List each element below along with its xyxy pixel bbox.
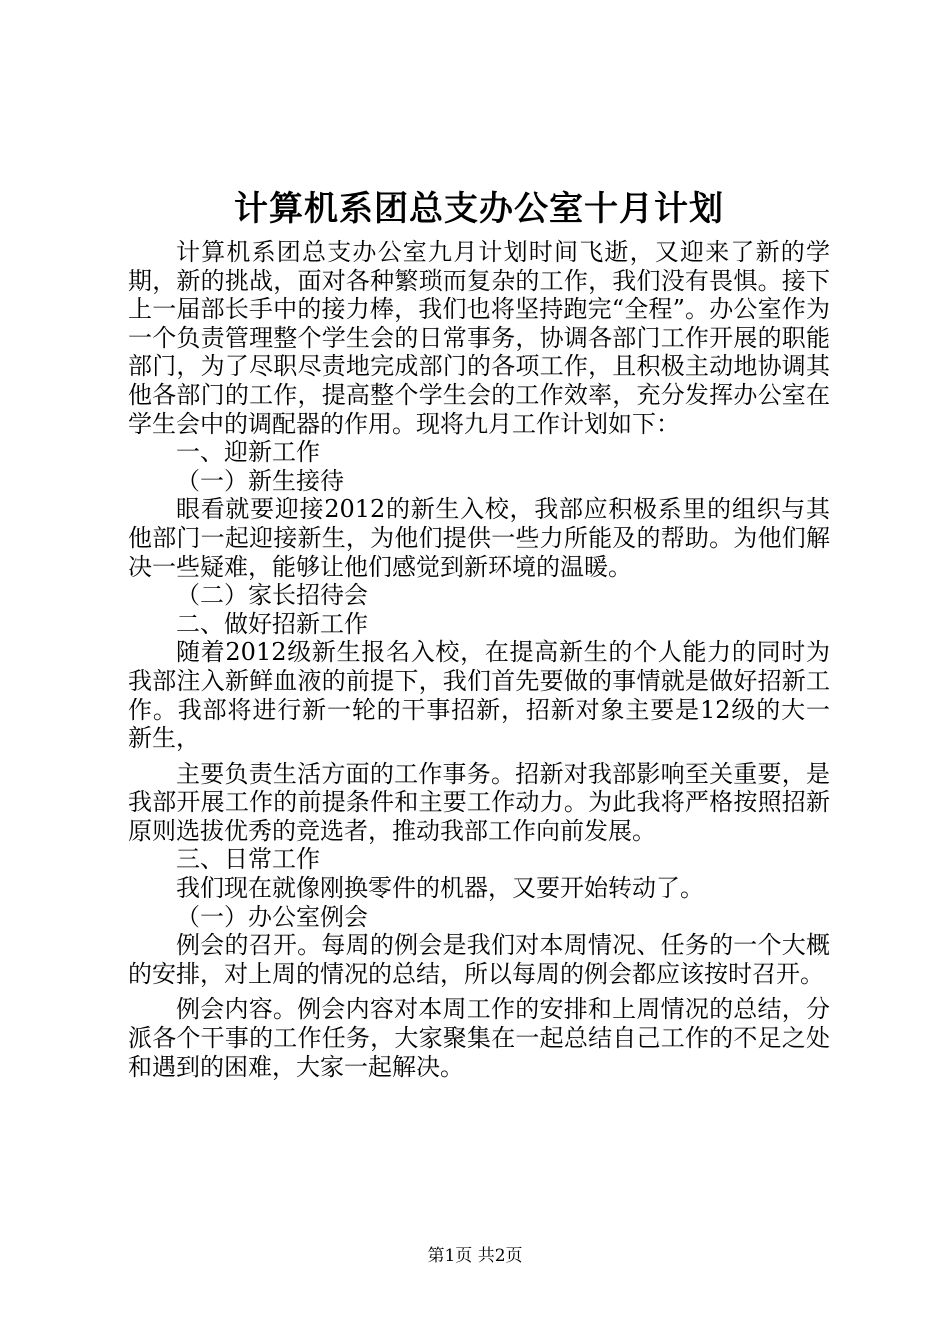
heading-section-1: 一、迎新工作 — [176, 438, 320, 467]
heading-subsection-1-1: （一）新生接待 — [176, 466, 344, 495]
heading-subsection-1-2: （二）家长招待会 — [176, 581, 368, 610]
paragraph-meeting-convening: 例会的召开。每周的例会是我们对本周情况、任务的一个大概的安排，对上周的情况的总结，所以每周的例会都应该按时召开。 — [128, 931, 830, 988]
document-page — [128, 180, 830, 1081]
heading-subsection-3-1: （一）办公室例会 — [176, 902, 368, 931]
paragraph-recruitment: 随着2012级新生报名入校，在提高新生的个人能力的同时为我部注入新鲜血液的前提下，我们首先要做的事情就是做好招新工作。我部将进行新一轮的干事招新，招新对象主要是12级的大一新生， — [128, 638, 830, 753]
paragraph-new-student-reception: 眼看就要迎接2012的新生入校，我部应积极系里的组织与其他部门一起迎接新生，为他们提供一些力所能及的帮助。为他们解决一些疑难，能够让他们感觉到新环境的温暖。 — [128, 495, 830, 581]
document-title: 计算机系团总支办公室十月计划 — [234, 189, 724, 229]
paragraph-intro: 计算机系团总支办公室九月计划时间飞逝，又迎来了新的学期，新的挑战，面对各种繁琐而复杂的工作，我们没有畏惧。接下上一届部长手中的接力棒，我们也将坚持跑完“全程”。办公室作为一个负责管理整个学生会的日常事务，协调各部门工作开展的职能部门，为了尽职尽责地完成部门的各项工作，且积极主动地协调其他各部门的工作，提高整个学生会的工作效率，充分发挥办公室在学生会中的调配器的作用。现将九月工作计划如下： — [128, 238, 830, 438]
heading-section-2: 二、做好招新工作 — [176, 609, 368, 638]
heading-section-3: 三、日常工作 — [176, 845, 320, 874]
paragraph-meeting-content: 例会内容。例会内容对本周工作的安排和上周情况的总结，分派各个干事的工作任务，大家聚集在一起总结自己工作的不足之处和遇到的困难，大家一起解决。 — [128, 995, 830, 1081]
document-body — [128, 238, 830, 1081]
page-footer: 第1页 共2页 — [427, 1246, 523, 1266]
paragraph-recruitment-continued: 主要负责生活方面的工作事务。招新对我部影响至关重要，是我部开展工作的前提条件和主要工作动力。为此我将严格按照招新原则选拔优秀的竞选者，推动我部工作向前发展。 — [128, 759, 830, 845]
paragraph-daily-work: 我们现在就像刚换零件的机器，又要开始转动了。 — [176, 874, 704, 903]
